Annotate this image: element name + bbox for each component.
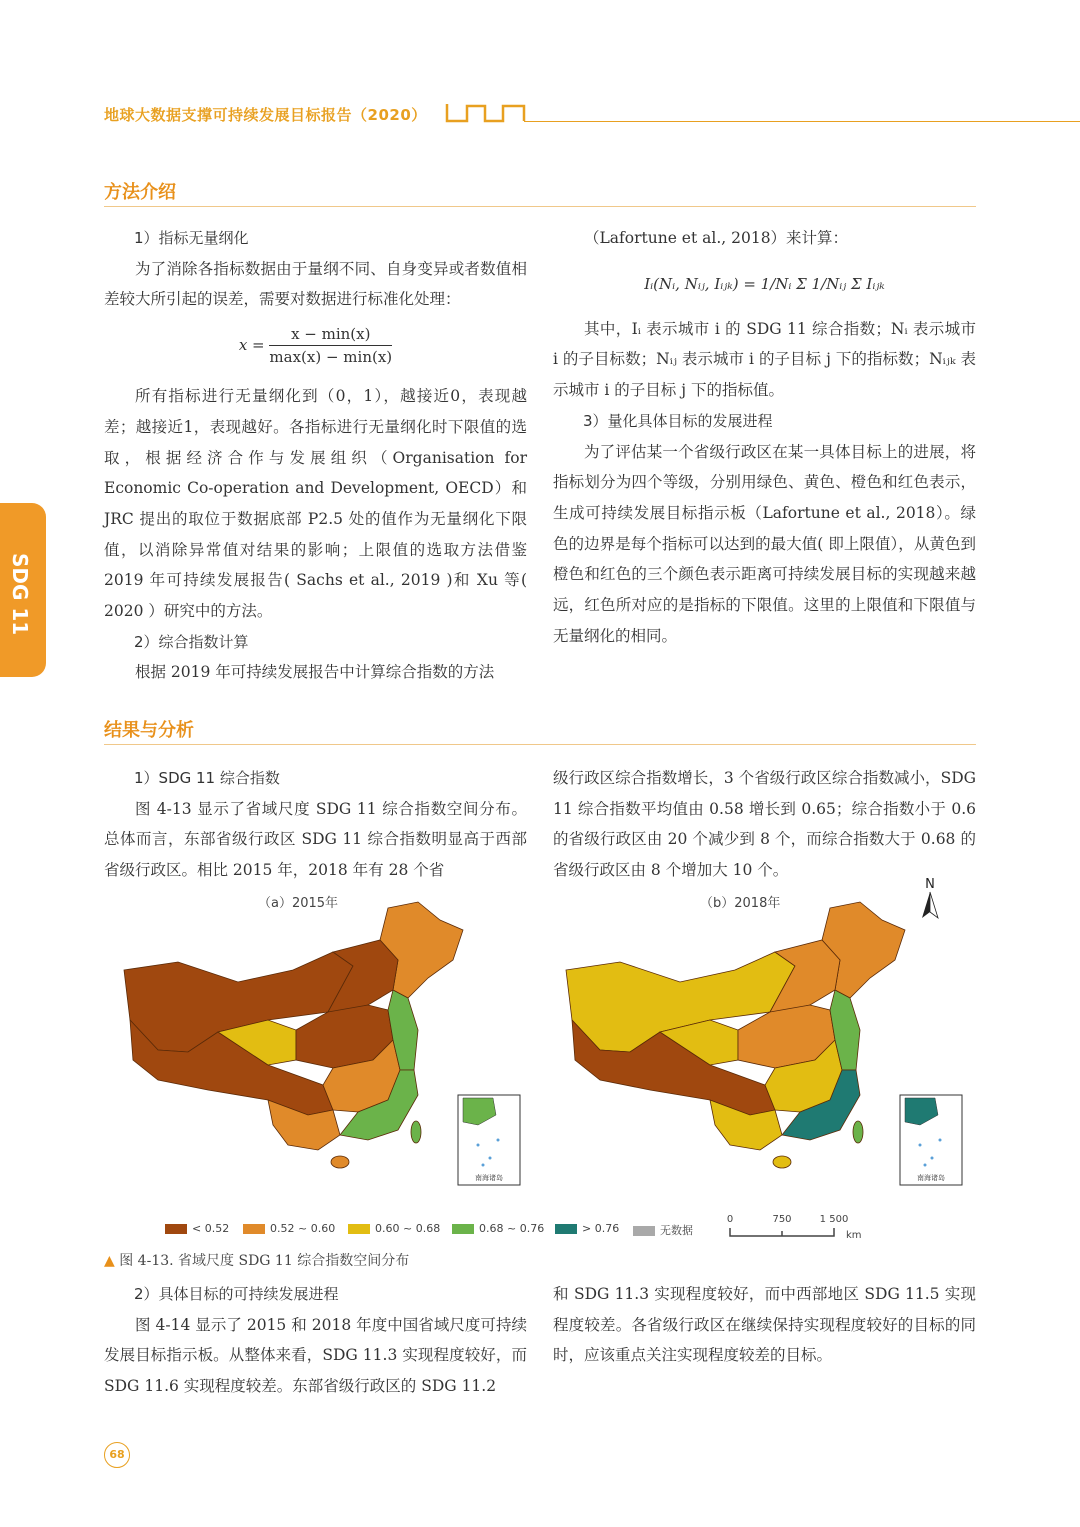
results-right-column	[553, 763, 976, 886]
normalization-formula: x = x − min(x) max(x) − min(x)	[238, 325, 393, 367]
legend-item: 0.68 ~ 0.76	[452, 1222, 544, 1235]
legend-item: > 0.76	[555, 1222, 619, 1235]
inset-label: 南海诸岛	[917, 1174, 945, 1182]
paragraph: 为了评估某一个省级行政区在某一具体目标上的进展，将指标划分为四个等级，分别用绿色、黄色、橙色和红色表示，生成可持续发展目标指示板（Lafortune et al., 2018）。绿色的边界是每个指标可以达到的最大值( 即上限值），从黄色到橙色和红色的三个颜色表示距离可持续发展目标的实现越来越远，红色所对应的是指标的下限值。这里的上限值和下限值与无量纲化的相同。	[553, 442, 976, 645]
subheading: 1）指标无量纲化	[134, 229, 249, 247]
map-2015	[118, 900, 538, 1200]
map-region-taiwan	[411, 1121, 421, 1143]
legend-item: 无数据	[633, 1222, 693, 1238]
page-number: 68	[104, 1442, 130, 1468]
subheading: 2）综合指数计算	[134, 632, 249, 651]
paragraph: 为了消除各指标数据由于量纲不同、自身变异或者数值相差较大所引起的误差，需要对数据进行标准化处理：	[104, 259, 527, 309]
paragraph: （Lafortune et al., 2018）来计算：	[584, 229, 849, 247]
scale-bar	[722, 1212, 862, 1242]
paragraph: 图 4-13 显示了省域尺度 SDG 11 综合指数空间分布。总体而言，东部省级行政区 SDG 11 综合指数明显高于西部省级行政区。相比 2015 年，2018 年有 28 个省	[104, 799, 527, 880]
map-region-hainan	[773, 1156, 791, 1168]
paragraph: 所有指标进行无量纲化到（0，1），越接近0，表现越差；越接近1，表现越好。各指标进行无量纲化时下限值的选取，根据经济合作与发展组织（Organisation for Economic Co-operation and Development, OECD）和 JRC 提出的取位于数据底部 P2.5 处的值作为无量纲化下限值，以消除异常值对结果的影响；上限值的选取方法借鉴 2019 年可持续发展报告( Sachs et al., 2019 )和 Xu 等( 2020 ）研究中的方法。	[104, 387, 527, 621]
caption-arrow-icon: ▲	[104, 1253, 115, 1269]
inset-label: 南海诸岛	[475, 1174, 503, 1182]
svg-text:1 500: 1 500	[819, 1214, 849, 1225]
section-rule	[104, 744, 976, 745]
paragraph: 其中，Iᵢ 表示城市 i 的 SDG 11 综合指数；Nᵢ 表示城市 i 的子目标数；Nᵢⱼ 表示城市 i 的子目标 j 下的指标数；Nᵢⱼₖ 表示城市 i 的子目标 j 下的指标值。	[553, 319, 976, 400]
header-decoration	[445, 102, 527, 124]
header-rule	[524, 121, 1080, 122]
section-rule	[104, 206, 976, 207]
legend-item: 0.60 ~ 0.68	[348, 1222, 440, 1235]
map-b-label: （b）2018年	[700, 896, 781, 911]
results-left-column	[104, 763, 527, 886]
legend-item: < 0.52	[165, 1222, 229, 1235]
composite-index-formula: Iᵢ(Nᵢ, Nᵢⱼ, Iᵢⱼₖ) = 1/Nᵢ Σ 1/Nᵢⱼ Σ Iᵢⱼₖ	[644, 274, 885, 293]
formula-denominator: max(x) − min(x)	[269, 348, 393, 367]
subheading: 1）SDG 11 综合指数	[134, 769, 280, 787]
progress-right-column	[553, 1279, 976, 1371]
formula-numerator: x − min(x)	[269, 323, 392, 346]
svg-text:N: N	[925, 877, 935, 892]
section-title-results: 结果与分析	[104, 720, 194, 741]
map-2018	[560, 877, 980, 1200]
map-region-hainan	[331, 1156, 349, 1168]
paragraph: 级行政区综合指数增长，3 个省级行政区综合指数减小，SDG 11 综合指数平均值由 0.58 增长到 0.65；综合指数小于 0.6 的省级行政区由 20 个减少到 8 个，而综合指数大于 0.68 的省级行政区由 8 个增加大 10 个。	[553, 769, 976, 880]
running-header: 地球大数据支撑可持续发展目标报告（2020）	[104, 106, 427, 124]
chapter-side-tab	[0, 503, 46, 677]
paragraph: 根据 2019 年可持续发展报告中计算综合指数的方法	[135, 663, 495, 682]
section-title-methods: 方法介绍	[104, 182, 176, 203]
figure-caption: ▲ 图 4-13. 省域尺度 SDG 11 综合指数空间分布	[104, 1253, 410, 1269]
paragraph: 图 4-14 显示了 2015 和 2018 年度中国省域尺度可持续发展目标指示板。从整体来看，SDG 11.3 实现程度较好，而 SDG 11.6 实现程度较差。东部省级行政区的 SDG 11.2	[104, 1315, 527, 1396]
paragraph: 和 SDG 11.3 实现程度较好，而中西部地区 SDG 11.5 实现程度较差。各省级行政区在继续保持实现程度较好的目标的同时，应该重点关注实现程度较差的目标。	[553, 1285, 976, 1365]
svg-text:750: 750	[772, 1214, 792, 1225]
progress-left-column	[104, 1279, 527, 1402]
legend-item: 0.52 ~ 0.60	[243, 1222, 335, 1235]
subheading: 2）具体目标的可持续发展进程	[134, 1285, 339, 1303]
subheading: 3）量化具体目标的发展进程	[583, 411, 773, 430]
methods-left-column	[104, 223, 527, 688]
map-region-taiwan	[853, 1121, 863, 1143]
side-tab-label: SDG 11	[8, 553, 32, 636]
map-a-label: （a）2015年	[258, 896, 339, 911]
svg-text:km: km	[846, 1230, 862, 1241]
svg-text:0: 0	[726, 1214, 734, 1225]
methods-right-column	[553, 223, 976, 651]
